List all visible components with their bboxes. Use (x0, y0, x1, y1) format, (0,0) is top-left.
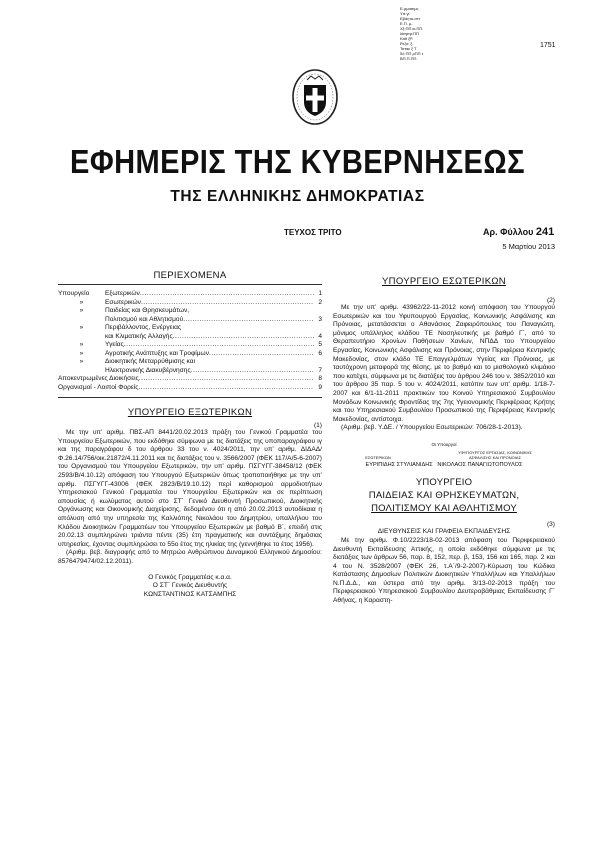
toc-row: » Παιδείας και Θρησκευμάτων, (79, 307, 190, 314)
toc-heading: ΠΕΡΙΕΧΟΜΕΝΑ (153, 270, 227, 281)
corner-line: Υπ.γί (400, 11, 410, 16)
role-line: ΥΦΥΠΟΥΡΓΟΣ ΕΡΓΑΣΙΑΣ, ΚΟΙΝΩΝΙΚΗΣ (458, 449, 532, 455)
toc-row: » Υγείας ..... 5 (58, 341, 322, 350)
decision-number: (2) (546, 297, 555, 304)
gazette-subtitle: ΤΗΣ ΕΛΛΗΝΙΚΗΣ ΔΗΜΟΚΡΑΤΙΑΣ (170, 188, 425, 205)
toc-row: » Διοικητικής Μεταρρύθμισης και (79, 358, 196, 365)
issue-date: 5 Μαρτίου 2013 (502, 242, 555, 251)
paragraph: Με την υπ’ αριθμ. ΠΒΣ-ΑΠ 8441/20.02.2013 πράξη του Γενικού Γραμματέα του Υπουργείου Εξωτερικών, που εκδόθηκε σύμφωνα με τις διατάξεις της υποπαραγράφου ιγ και της παραγράφου δ του άρθρου 33 του ν. 4024/2011, την υπ’ αριθμ. ΔΙΔΑΔ/Φ.26.14/756/οικ.21872/4.11.2011 και τις διατάξεις του ν. 3566/2007 (ΦΕΚ 117/Α/5-6-2007) του Οργανισμού του Υπουργείου Εξωτερικών, την υπ’ αριθμ. ΠΣΓΥΓΓ-38458/12 (ΦΕΚ 2593/Β/4.10.12) απόφαση του Υπουργού Εξωτερικών όπως τροποποιήθηκε με την υπ’ αριθμ. ΠΣΓΥΓΓ-43006 (ΦΕΚ 2823/Β/19.10.12) περί καθορισμού αρμοδιοτήτων Υπηρεσιακού Γενικού Γραμματέα του Υπουργείου Εξωτερικών και σε περίπτωση απουσίας ή κωλύματος αυτού στο ΣΤ΄ Γενικό Διευθυντή Προσωπικού, Διοικητικής Οργάνωσης και Οικονομικής Διαχείρισης, δεδομένου ότι η από 20.02.2013 αυτοδίκαια η απόλυση από την υπηρεσία της Καλλιόπης Νικολάου του Δημητρίου, υπαλλήλου του Κλάδου Διοικητικών Γραμματέων του Υπουργείου Εξωτερικών με βαθμό Β΄, επειδή στις 20.02.13 συμπληρώνει τριάντα πέντε (35) έτη πραγματικής και συντάξιμης δημόσιας υπηρεσίας, έχοντας συμπληρώσει το 55ο έτος της ηλικίας της (γεννήθηκε το έτος 1956). (58, 429, 322, 548)
right-column (333, 276, 555, 606)
toc-row: Πολιτισμού και Αθλητισμού ..... 3 (58, 316, 322, 325)
corner-line: ΒΠ.Π.ΠΠ. (400, 56, 418, 61)
toc-row: Αποκεντρωμένες Διοικήσεις ..... 8 (58, 375, 322, 384)
toc-row: Ηλεκτρονικής Διακυβέρνησης ..... 7 (58, 367, 322, 376)
corner-line: δό ΠΠ ρΠΠ τ (400, 51, 424, 56)
signature-names: ΕΥΡΙΠΙΔΗΣ ΣΤΥΛΙΑΝΙΔΗΣ ΝΙΚΟΛΑΟΣ ΠΑΝΑΓΙΩΤΟΠΟΥΛΟΣ (365, 461, 523, 468)
toc-divider (58, 284, 322, 285)
page-number: 1751 (540, 42, 556, 49)
issue-sheet (483, 226, 554, 238)
decision-number: (1) (313, 422, 322, 429)
gazette-title: ΕΦΗΜΕΡΙΣ ΤΗΣ ΚΥΒΕΡΝΗΣΕΩΣ (70, 143, 525, 180)
decision-text (58, 429, 322, 567)
heading-line: ΠΑΙΔΕΙΑΣ ΚΑΙ ΘΡΗΣΚΕΥΜΑΤΩΝ, (368, 489, 520, 501)
paragraph: Με την υπ’ αριθμ. 43962/22-11-2012 κοινή απόφαση του Υπουργού Εσωτερικών και του Υφυπουργού Εργασίας, Κοινωνικής Ασφάλισης και Πρόνοιας, μετατάσσεται ο Αθανάσιος Ζαφειρόπουλος του Παναγιώτη, μόνιμος υπάλληλος κλάδου ΤΕ Νοσηλευτικής με βαθμό Γ΄, από το Θεραπευτήριο Χρονίων Παθήσεων Χανίων, ΝΠΔΔ του Υπουργείου Εργασίας, Κοινωνικής Ασφάλισης και Πρόνοιας, στην Περιφέρεια Κεντρικής Μακεδονίας, στον κλάδο ΤΕ Επαγγελμάτων Υγείας και Πρόνοιας, με ταυτόχρονη μεταφορά της θέσης, με το βαθμό και το μισθολογικό κλιμάκιο που κατέχει, σύμφωνα με τις διατάξεις του άρθρου 246 του ν. 3852/2010 και του άρθρου 35 παρ. 5 του ν. 4024/2011, κατόπιν των υπ’ αριθμ. 1/18-7-2007 και 6/1-11-2011 πρακτικών του Κοινού Υπηρεσιακού Συμβουλίου Μονάδων Κοινωνικής Φροντίδας της 7ης Υγειονομικής Περιφέρειας Κρήτης και του Υπηρεσιακού Συμβουλίου Προσωπικού της Περιφέρειας Κεντρικής Μακεδονίας, αντίστοιχα. (333, 304, 555, 423)
signature-role-left: ΕΣΩΤΕΡΙΚΩΝ (365, 454, 391, 460)
paragraph: (Αριθμ. βεβ. διαγραφής από το Μητρώο Ανθρώπινου Δυναμικού Ελληνικού Δημοσίου: 8576479474/02.12.2011). (58, 549, 322, 565)
signature-heading: Οι Υπουργοί (431, 441, 457, 447)
signature-name: ΚΩΝΣΤΑΝΤΙΝΟΣ ΚΑΤΣΑΜΠΗΣ (143, 590, 237, 598)
toc-row: » Αγροτικής Ανάπτυξης και Τροφίμων ..... 6 (58, 350, 322, 359)
toc-row: » Εσωτερικών ..... 2 (58, 299, 322, 308)
toc-row: » Περιβάλλοντος, Ενέργειας (79, 324, 182, 331)
role-line: ΑΣΦΑΛΙΣΗΣ ΚΑΙ ΠΡΟΝΟΙΑΣ (468, 454, 522, 460)
section-heading-paideias (333, 476, 555, 515)
signature-line: Ο Γενικός Γραμματέας κ.α.α. (148, 573, 232, 581)
corner-line: Τσταε ξ Τ (400, 46, 417, 51)
toc-list (58, 290, 322, 392)
corner-stamp-note (400, 6, 478, 61)
decision-text (333, 304, 555, 433)
signature-role-right (435, 450, 555, 460)
heading-line: ΥΠΟΥΡΓΕΙΟ (415, 476, 473, 488)
subsection-heading: ΔΙΕΥΘΥΝΣΕΙΣ ΚΑΙ ΓΡΑΦΕΙΑ ΕΚΠΑΙΔΕΥΣΗΣ (377, 527, 511, 535)
signature-roles (333, 450, 555, 460)
issue-volume: ΤΕΥΧΟΣ ΤΡΙΤΟ (284, 228, 342, 237)
toc-row: Υπουργείο Εξωτερικών ..... 1 (58, 290, 322, 299)
coat-of-arms-emblem (291, 66, 339, 126)
sheet-label: Αρ. Φύλλου (483, 227, 534, 237)
section-heading-esoterikon: ΥΠΟΥΡΓΕΙΟ ΕΣΩΤΕΡΙΚΩΝ (382, 276, 506, 287)
corner-line: Εβάςτα-σττ (400, 16, 421, 21)
paragraph: Με την αριθμ. Φ.10/2223/18-02-2013 απόφαση του Περιφερειακού Διευθυντή Εκπαίδευσης Αττικής, η οποία εκδόθηκε σύμφωνα με τις διατάξεις των άρθρων 56, παρ. 8, 152, περ. β, 153, 156 και 165, παρ. 2 και 4 του Ν. 3528/2007 (ΦΕΚ 26, τ.Α΄/9-2-2007)-Κύρωση του Κώδικα Κατάστασης Δημοσίων Πολιτικών Διοικητικών Υπαλλήλων και Υπαλλήλων Ν.Π.Δ.Δ., και ύστερα από την αριθμ. 3/13-02-2013 πράξη του Περιφερειακού Υπηρεσιακού Συμβουλίου Δευτεροβάθμιας Εκπαίδευσης Γ΄ Αθήνας, η Καραστη- (333, 536, 555, 605)
paragraph: (Αριθμ. βεβ. Υ.ΔΕ. / Υπουργείου Εσωτερικών: 706/28-1-2013). (341, 424, 523, 432)
corner-line: Ιάσρτρ:ΠΠ (400, 31, 419, 36)
sheet-number: 241 (535, 226, 555, 238)
signature-block (58, 574, 322, 600)
corner-line: Καθ ξΡ. (400, 36, 414, 41)
corner-line: Ε.Π. μ- (400, 21, 413, 26)
decision-number: (3) (546, 520, 555, 528)
section-divider (58, 397, 322, 398)
left-column (58, 270, 322, 599)
heading-line: ΠΟΛΙΤΙΣΜΟΥ ΚΑΙ ΑΘΛΗΤΙΣΜΟΥ (371, 502, 517, 514)
corner-line: Ε-ρμασιμς (400, 6, 419, 11)
toc-row: και Κλιματικής Αλλαγής ..... 4 (58, 333, 322, 342)
toc-row: Οργανισμοί - Λοιποί Φορείς ..... 9 (58, 384, 322, 393)
corner-line: Ρεζο: ξ- (400, 41, 414, 46)
signature-line: Ο ΣΤ΄ Γενικός Διευθυντής (152, 582, 228, 590)
decision-text (333, 537, 555, 606)
corner-line: Χξ:ΠΠ.κι.ΠΠ. (400, 26, 424, 31)
section-heading-exoterikon: ΥΠΟΥΡΓΕΙΟ ΕΞΩΤΕΡΙΚΩΝ (127, 407, 253, 418)
